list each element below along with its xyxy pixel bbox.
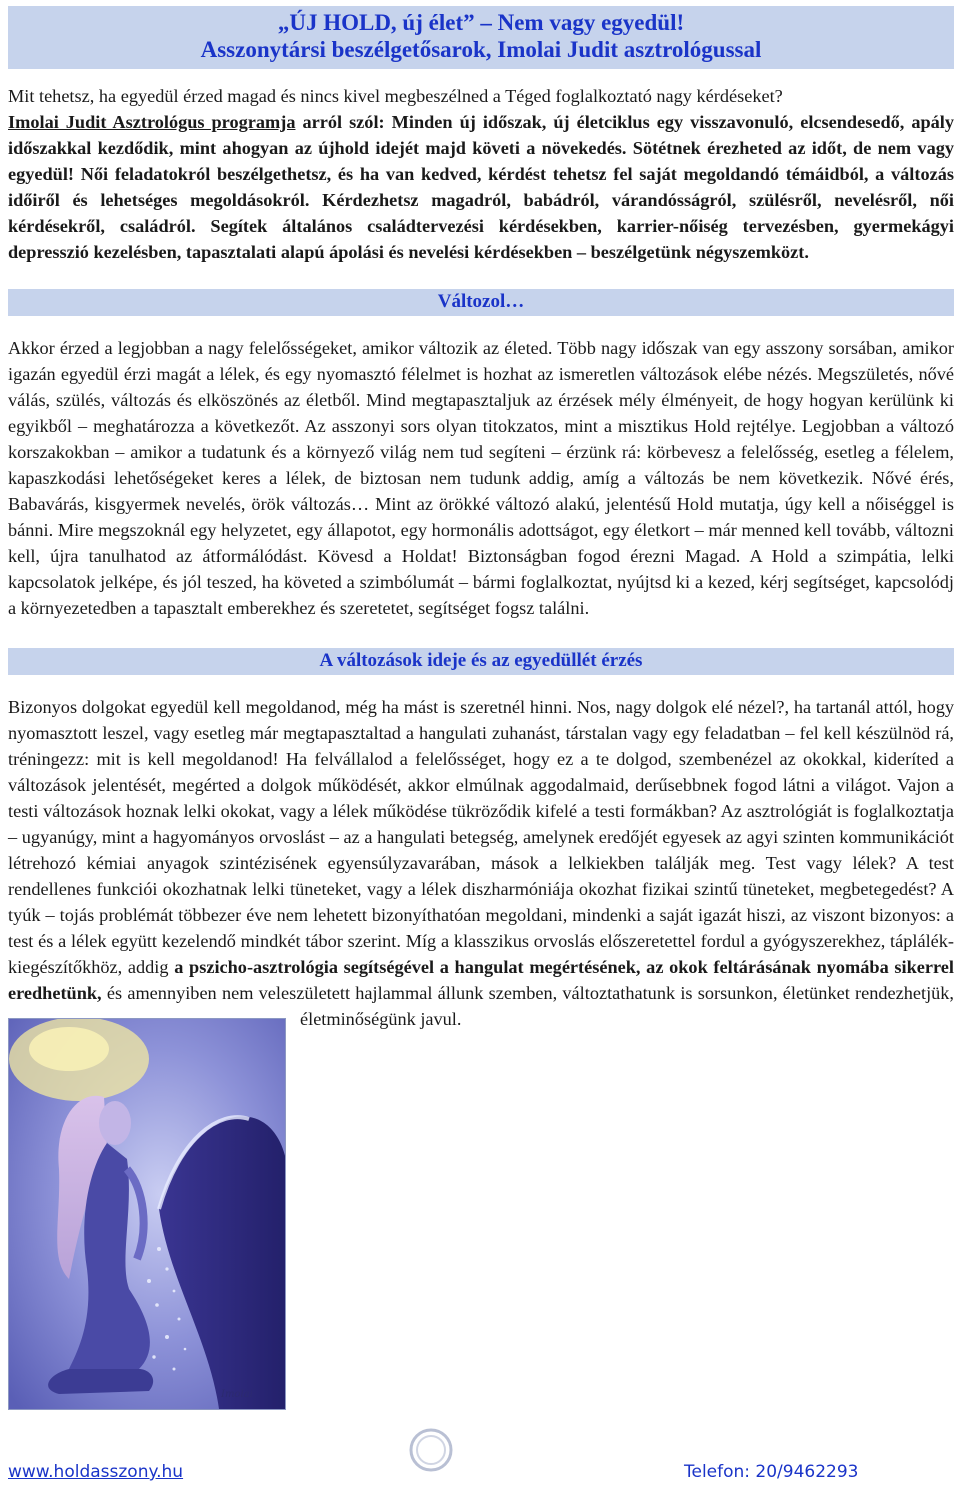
moon-woman-illustration bbox=[8, 1018, 286, 1410]
page-subtitle: Asszonytársi beszélgetősarok, Imolai Judit asztrológussal bbox=[200, 37, 762, 62]
section2-first-lines: Bizonyos dolgokat egyedül kell megoldanod, még ha mást is szeretnél hinni. Nos, nagy dolgok elé nézel?, ha tartanál attól, hogy nyomasztott leszel, vagy esetleg már megtapasztaltad a hangulati zuhanást, társtalan vagy egy feladatban – fel kell készülnöd rá, tréningezz: mit is kell megoldanod! Ha felvállalod a felelősséget, hogy ez a te dolgod, szembenézel az okokkal, kideríted a változások jelentését, megérted a dolgok működését, akkor elmúlnak aggodalmaid, derűsebbnek fogod látni a világot. Vajon a testi változások hoznak lelki okokat, vagy a lélek működése tükröződik kifelé a testi formákban? Az asztrológiát is foglalkoztatja – ugyanúgy, mint a hagyományos orvoslást – az a hangulati betegség, amelynek eredőjét egyesek az agyi szinten kommunikációt létrehozó kémiai anyagok szintézisének egyensúlyzavarában, mások a lelkiekben találják meg. Test vagy lélek? A test rendellenes funkciói okozhatnak lelki tüneteket, vagy a lélek diszharmóniája okozhat fizikai szintű tüneteket, megbetegedést? A tyúk – tojás problémát többezer éve nem lehetett bizonyíthatóan megoldani, mindenki a saját igazát hiszi, az viszont bizonyos: a test és a lélek együtt kezelendő mindkét tábor szerint. Míg a klasszikus orvoslás előszeretettel fordul a gyógyszerekhez, táplálék-kiegészítőkhöz, addig bbox=[8, 697, 954, 977]
section2-bold-text: a pszicho-asztrológia segítségével a hangulat megértésének, az okok feltárásának nyomába sikerrel eredhetünk, bbox=[8, 957, 954, 1003]
section2-body bbox=[8, 694, 954, 1032]
page-title: „ÚJ HOLD, új élet” – Nem vagy egyedül! bbox=[277, 10, 685, 35]
intro-question: Mit tehetsz, ha egyedül érzed magad és nincs kivel megbeszélned a Téged foglalkoztató nagy kérdéseket? bbox=[8, 86, 783, 106]
intro-program-text: arról szól: Minden új időszak, új életciklus egy visszavonuló, elcsendesedő, apály időszakkal kezdődik, mint ahogyan az újhold idejét majd követi a növekedés. Sötétnek érezheted az időt, de nem vagy egyedül! Női feladatokról beszélgethetsz, és ha van kedved, kérdést tehetsz fel saját megoldandó témáidból, a változás időiről és lehetséges megoldásokról. Kérdezhetsz magadról, babádról, várandósságról, szülésről, nevelésről, női kérdésekről, családról. Segítek általános családtervezési kérdésekben, karrier-nőiség tervezésben, gyermekágyi depresszió kezelésben, tapasztalati alapú ápolási és nevelési kérdésekben – beszélgetünk négyszemközt. bbox=[8, 112, 954, 262]
title-banner bbox=[8, 6, 954, 69]
section-heading-banner-2 bbox=[8, 648, 954, 675]
intro-program-paragraph bbox=[8, 109, 954, 265]
section2-end-text: és amennyiben nem veleszületett hajlammal állunk szemben, változtathatunk is sorsunkon, életünket rendezhetjük, életminőségünk javul. bbox=[101, 983, 954, 1029]
section-heading-valtozasok: A változások ideje és az egyedüllét érzés bbox=[319, 650, 643, 671]
program-link[interactable]: Imolai Judit Asztrológus programja bbox=[8, 112, 296, 132]
section-heading-banner-1 bbox=[8, 289, 954, 316]
section2-container bbox=[8, 694, 954, 1032]
section1-body: Akkor érzed a legjobban a nagy felelősségeket, amikor változik az életed. Több nagy időszak van egy asszony sorsában, amikor igazán egyedül érzi magát a lélek, és egy nyomasztó félelmet is hozhat az ismeretlen változások elébe nézés. Megszületés, nővé válás, szülés, változás és elköszönés az életből. Mind megtapasztaljuk az érzések mély élményeit, de hogy hogyan kerülünk ki egyikből – meghatározza a következőt. Az asszonyi sors olyan titokzatos, mint a misztikus Hold rejtélye. Legjobban a változó korszakokban – amikor a tudatunk és a környező világ nem tud segíteni – érzünk rá: körbevesz a felelősség, esetleg a félelem, kapaszkodási lehetőségeket keres a lélek, de biztosan nem tudunk addig, amíg a változás be nem következik. Nővé érés, Babavárás, kisgyermek nevelés, örök változás… Mint az örökké változó alakú, jelentésű Hold mutatja, úgy kell a nőiséggel is bánni. Mire megszoknál egy helyzetet, egy állapotot, egy hormonális adottságot, egy életkort – már menned kell tovább, változni kell, újra tanulhatod az átformálódást. Kövesd a Holdat! Biztonságban fogod érezni Magad. A Hold a szimpátia, lelki kapcsolatok jelképe, és jól teszed, ha követed a szimbólumát – bármi foglalkoztat, nyújtsd ki a kezed, kérj segítséget, kapcsolódj a környezetedben a tapasztalt emberekhez és szeretetet, segítséget fogsz találni. bbox=[8, 338, 954, 618]
phone-number: Telefon: 20/9462293 bbox=[684, 1462, 859, 1482]
section-heading-valtozol: Változol… bbox=[437, 291, 525, 312]
page-footer bbox=[8, 1456, 952, 1486]
painting-signature: Imolai bbox=[221, 1389, 253, 1400]
website-link[interactable]: www.holdasszony.hu bbox=[8, 1462, 184, 1482]
moon-woman-painting bbox=[9, 1019, 285, 1409]
